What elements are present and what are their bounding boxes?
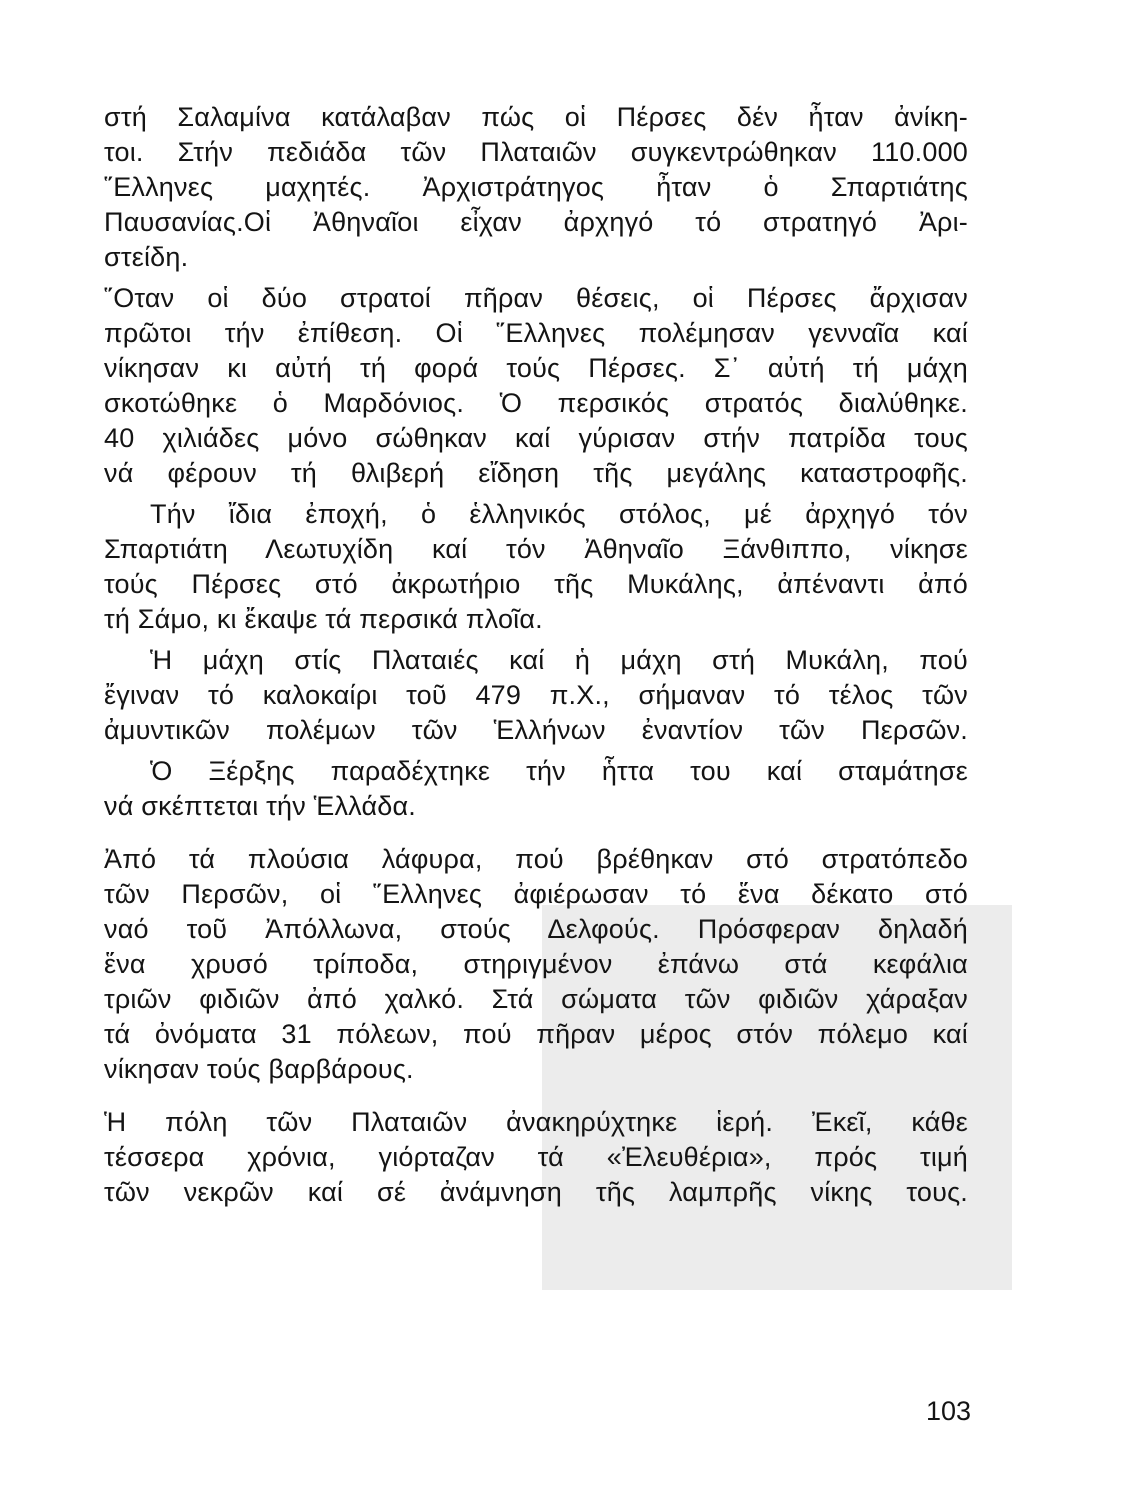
text-line: Ἀπό τά πλούσια λάφυρα, πού βρέθηκαν στό στρατόπεδο bbox=[104, 844, 968, 874]
text-line: τέσσερα χρόνια, γιόρταζαν τά «Ἐλευθέρια», πρός τιμή bbox=[104, 1142, 968, 1172]
text-line: ἕνα χρυσό τρίποδα, στηριγμένον ἐπάνω στά κεφάλια bbox=[104, 949, 968, 979]
text-line: 40 χιλιάδες μόνο σώθηκαν καί γύρισαν στήν πατρίδα τους bbox=[104, 423, 968, 453]
text-line: τοι. Στήν πεδιάδα τῶν Πλαταιῶν συγκεντρώθηκαν 110.000 bbox=[104, 137, 968, 167]
text-line: νίκησαν κι αὐτή τή φορά τούς Πέρσες. Σ᾽ αὐτή τή μάχη bbox=[104, 353, 968, 383]
text-line: σκοτώθηκε ὁ Μαρδόνιος. Ὁ περσικός στρατός διαλύθηκε. bbox=[104, 388, 968, 418]
text-line: ῞Οταν οἱ δύο στρατοί πῆραν θέσεις, οἱ Πέρσες ἄρχισαν bbox=[104, 283, 968, 313]
text-line: στή Σαλαμίνα κατάλαβαν πώς οἱ Πέρσες δέν ἦταν ἀνίκη- bbox=[104, 102, 968, 132]
text-line: νά σκέπτεται τήν Ἑλλάδα. bbox=[104, 791, 417, 821]
text-line: Ἡ πόλη τῶν Πλαταιῶν ἀνακηρύχτηκε ἱερή. Ἐκεῖ, κάθε bbox=[104, 1107, 968, 1137]
text-line: Σπαρτιάτη Λεωτυχίδη καί τόν Ἀθηναῖο Ξάνθιππο, νίκησε bbox=[104, 534, 968, 564]
text-line: ἔγιναν τό καλοκαίρι τοῦ 479 π.Χ., σήμαναν τό τέλος τῶν bbox=[104, 680, 968, 710]
body-text bbox=[104, 100, 968, 1210]
text-line: τῶν Περσῶν, οἱ ῞Ελληνες ἀφιέρωσαν τό ἕνα δέκατο στό bbox=[104, 879, 968, 909]
text-line: νά φέρουν τή θλιβερή εἴδηση τῆς μεγάλης καταστροφῆς. bbox=[104, 458, 968, 488]
text-line: ῞Ελληνες μαχητές. Ἀρχιστράτηγος ἦταν ὁ Σπαρτιάτης bbox=[104, 172, 968, 202]
text-line: Παυσανίας.Οἱ Ἀθηναῖοι εἶχαν ἀρχηγό τό στρατηγό Ἀρι- bbox=[104, 207, 968, 237]
text-line: στείδη. bbox=[104, 242, 189, 272]
text-line: τῶν νεκρῶν καί σέ ἀνάμνηση τῆς λαμπρῆς νίκης τους. bbox=[104, 1177, 968, 1207]
text-line: τριῶν φιδιῶν ἀπό χαλκό. Στά σώματα τῶν φιδιῶν χάραξαν bbox=[104, 984, 968, 1014]
page-number: 103 bbox=[926, 1396, 972, 1426]
text-line: Ἡ μάχη στίς Πλαταιές καί ἡ μάχη στή Μυκάλη, πού bbox=[150, 645, 968, 675]
text-line: Τήν ἴδια ἐποχή, ὁ ἑλληνικός στόλος, μέ ἀρχηγό τόν bbox=[150, 499, 968, 529]
text-line: πρῶτοι τήν ἐπίθεση. Οἱ ῞Ελληνες πολέμησαν γενναῖα καί bbox=[104, 318, 968, 348]
text-line: τά ὀνόματα 31 πόλεων, πού πῆραν μέρος στόν πόλεμο καί bbox=[104, 1019, 968, 1049]
text-line: ἀμυντικῶν πολέμων τῶν Ἑλλήνων ἐναντίον τῶν Περσῶν. bbox=[104, 715, 968, 745]
text-line: νίκησαν τούς βαρβάρους. bbox=[104, 1054, 414, 1084]
text-line: τή Σάμο, κι ἔκαψε τά περσικά πλοῖα. bbox=[104, 604, 543, 634]
text-line: Ὁ Ξέρξης παραδέχτηκε τήν ἧττα του καί σταμάτησε bbox=[150, 756, 968, 786]
text-line: τούς Πέρσες στό ἀκρωτήριο τῆς Μυκάλης, ἀπέναντι ἀπό bbox=[104, 569, 968, 599]
text-line: ναό τοῦ Ἀπόλλωνα, στούς Δελφούς. Πρόσφεραν δηλαδή bbox=[104, 914, 968, 944]
